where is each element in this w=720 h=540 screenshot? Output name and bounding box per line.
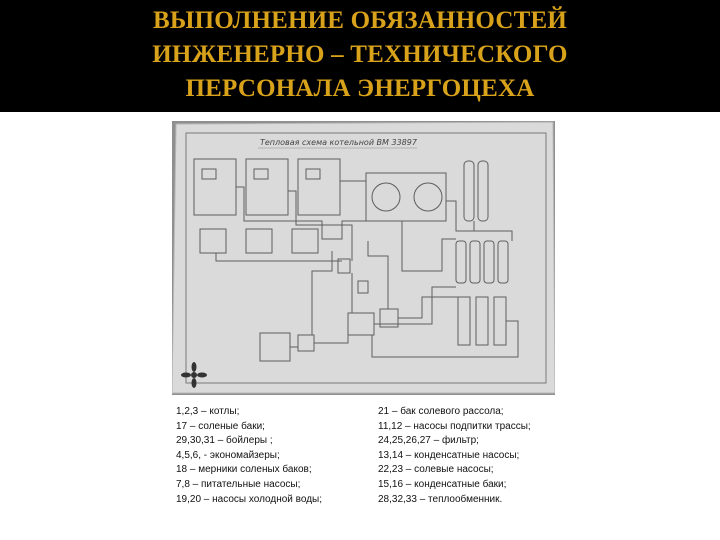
legend-item: 17 – соленые баки; bbox=[176, 420, 265, 432]
legend-item: 1,2,3 – котлы; bbox=[176, 406, 240, 417]
legend-item: 4,5,6, - экономайзеры; bbox=[176, 449, 280, 461]
legend-item: 29,30,31 – бойлеры ; bbox=[176, 435, 273, 447]
legend-item: 21 – бак солевого рассола; bbox=[378, 406, 504, 417]
legend-item: 18 – мерники соленых баков; bbox=[176, 464, 312, 476]
title-line-1: ВЫПОЛНЕНИЕ ОБЯЗАННОСТЕЙ bbox=[153, 7, 567, 34]
legend-item: 28,32,33 – теплообменник. bbox=[378, 493, 503, 505]
legend-item: 19,20 – насосы холодной воды; bbox=[176, 493, 323, 505]
legend-item: 15,16 – конденсатные баки; bbox=[378, 478, 507, 490]
drawing-title: Тепловая схема котельной ВМ 33897 bbox=[260, 138, 417, 147]
slide-title bbox=[0, 4, 720, 106]
legend-item: 13,14 – конденсатные насосы; bbox=[378, 449, 520, 461]
title-line-2: ИНЖЕНЕРНО – ТЕХНИЧЕСКОГО bbox=[152, 41, 568, 68]
legend-item: 22,23 – солевые насосы; bbox=[378, 464, 494, 476]
legend-item: 24,25,26,27 – фильтр; bbox=[378, 435, 479, 447]
title-banner bbox=[0, 0, 720, 112]
title-line-3: ПЕРСОНАЛА ЭНЕРГОЦЕХА bbox=[185, 75, 535, 102]
legend-right-column bbox=[378, 405, 531, 507]
heat-scheme-photo bbox=[172, 121, 555, 395]
legend-left-column bbox=[176, 405, 322, 507]
legend-item: 11,12 – насосы подпитки трассы; bbox=[378, 420, 531, 432]
legend-item: 7,8 – питательные насосы; bbox=[176, 478, 301, 490]
